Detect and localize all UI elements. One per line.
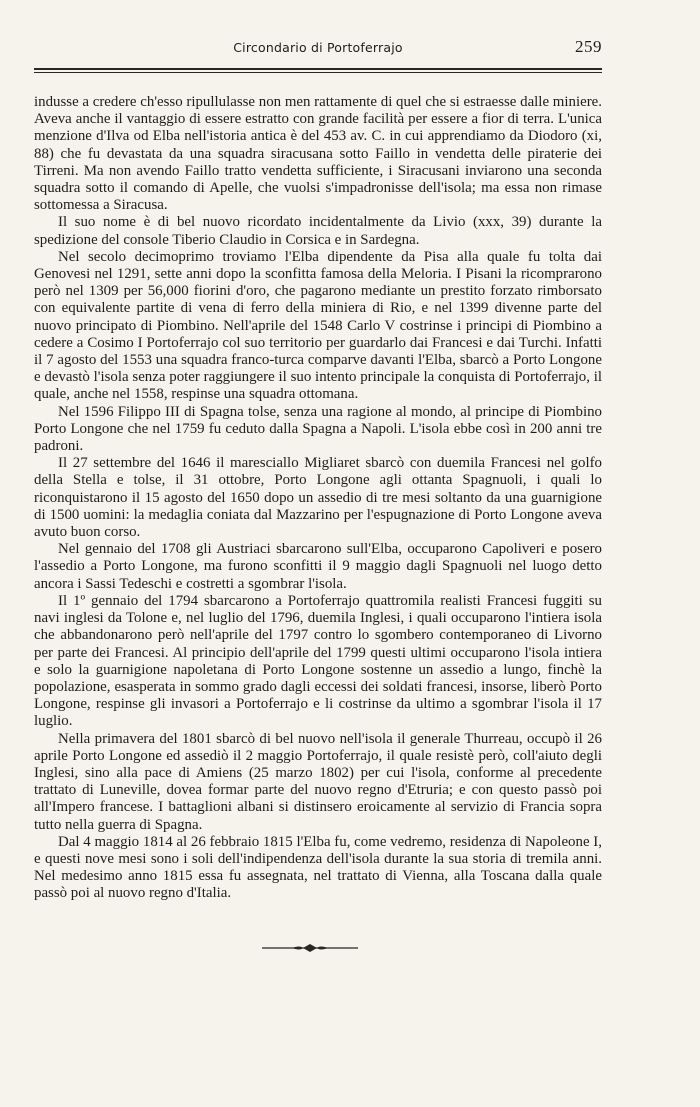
header-double-rule xyxy=(34,68,602,70)
paragraph: Nel gennaio del 1708 gli Austriaci sbarcarono sull'Elba, occuparono Capoliveri e posero l'assedio a Porto Longone, ma furono sconfitti il 9 maggio dagli Spagnuoli nel luogo detto ancora i Sassi Tedeschi e costretti a sgombrar l'isola. xyxy=(34,541,602,592)
paragraph: Dal 4 maggio 1814 al 26 febbraio 1815 l'Elba fu, come vedremo, residenza di Napoleone I, e questi nove mesi sono i soli dell'indipendenza dell'isola durante la sua storia di tremila anni. Nel medesimo anno 1815 essa fu assegnata, nel trattato di Vienna, alla Toscana dalla quale passò poi al nuovo regno d'Italia. xyxy=(34,833,602,902)
tailpiece-rule-ornament-icon xyxy=(262,942,358,954)
paragraph: Nel 1596 Filippo III di Spagna tolse, senza una ragione al mondo, al principe di Piombino Porto Longone che nel 1759 fu ceduto dalla Spagna a Napoli. L'isola ebbe così in 200 anni tre padroni. xyxy=(34,403,602,455)
paragraph: Nel secolo decimoprimo troviamo l'Elba dipendente da Pisa alla quale fu tolta dai Genovesi nel 1291, sette anni dopo la sconfitta famosa della Meloria. I Pisani la ricomprarono però nel 1309 per 56,000 fiorini d'oro, che pagarono mediante un prestito forzato rimborsato con equivalente partite di vena di ferro della miniera di Rio, e nel 1399 divenne parte del nuovo principato di Piombino. Nell'aprile del 1548 Carlo V costrinse i principi di Piombino a cedere a Cosimo I Portoferrajo col suo territorio per guardarlo dai Francesi e dai Turchi. Infatti il 7 agosto del 1553 una squadra franco-turca comparve davanti l'Elba, sbarcò a Porto Longone e devastò l'isola senza poter raggiungere il suo intento principale la conquista di Portoferrajo, il quale, anche nel 1558, respinse una squadra ottomana. xyxy=(34,248,602,403)
page-number: 259 xyxy=(575,37,602,56)
body-text xyxy=(34,94,602,903)
paragraph: Il 27 settembre del 1646 il maresciallo Migliaret sbarcò con duemila Francesi nel golfo della Stella e tolse, il 31 ottobre, Porto Longone agli ottanta Spagnuoli, i quali lo riconquistarono il 15 agosto del 1650 dopo un assedio di tre mesi soltanto da una guarnigione di 1500 uomini: la medaglia coniata dal Mazzarino per l'espugnazione di Porto Longone aveva avuto buon corso. xyxy=(34,455,602,541)
paragraph: Il suo nome è di bel nuovo ricordato incidentalmente da Livio (xxx, 39) durante la spedizione del console Tiberio Claudio in Corsica e in Sardegna. xyxy=(34,214,602,248)
paragraph: indusse a credere ch'esso ripullulasse non men rattamente di quel che si estraesse dalle miniere. Aveva anche il vantaggio di essere estratto con grande facilità per essere a fior di terra. L'unica menzione d'Ilva od Elba nell'istoria antica è del 453 av. C. in cui apprendiamo da Diodoro (xi, 88) che fu devastata da una squadra siracusana sotto Faillo in vendetta delle piraterie dei Tirreni. Ma non avendo Faillo tratto vendetta sufficiente, i Siracusani inviarono una seconda squadra sotto il comando di Apelle, che vuolsi s'impadronisse dell'isola; ma essa non rimase sottomessa a Siracusa. xyxy=(34,94,602,214)
page-header xyxy=(34,37,602,66)
paragraph: Nella primavera del 1801 sbarcò di bel nuovo nell'isola il generale Thurreau, occupò il 26 aprile Porto Longone ed assediò il 2 maggio Portoferrajo, il quale resistè però, coll'aiuto degli Inglesi, sino alla pace di Amiens (25 marzo 1802) per cui l'isola, conforme al precedente trattato di Luneville, dovea formar parte del nuovo regno d'Etruria; e con questo passò poi all'Impero francese. I battaglioni albani si distinsero eroicamente al servizio di Francia sopra tutto nella guerra di Spagna. xyxy=(34,730,602,833)
running-title: Circondario di Portoferrajo xyxy=(233,40,403,55)
paragraph: Il 1º gennaio del 1794 sbarcarono a Portoferrajo quattromila realisti Francesi fuggiti su navi inglesi da Tolone e, nel luglio del 1796, duemila Inglesi, i quali occuparono l'intiera isola che abbandonarono però nell'aprile del 1797 contro lo sgombero contemporaneo di Livorno per parte dei Francesi. Al principio dell'aprile del 1799 questi ultimi occuparono l'isola intiera e solo la guarnigione napoletana di Porto Longone sostenne un assedio a lungo, finchè la popolazione, esasperata in sommo grado dagli eccessi dei soldati francesi, insorse, liberò Porto Longone, respinse gli invasori a Portoferrajo e li costrinse da ultimo a sgombrar l'isola il 17 luglio. xyxy=(34,592,602,730)
